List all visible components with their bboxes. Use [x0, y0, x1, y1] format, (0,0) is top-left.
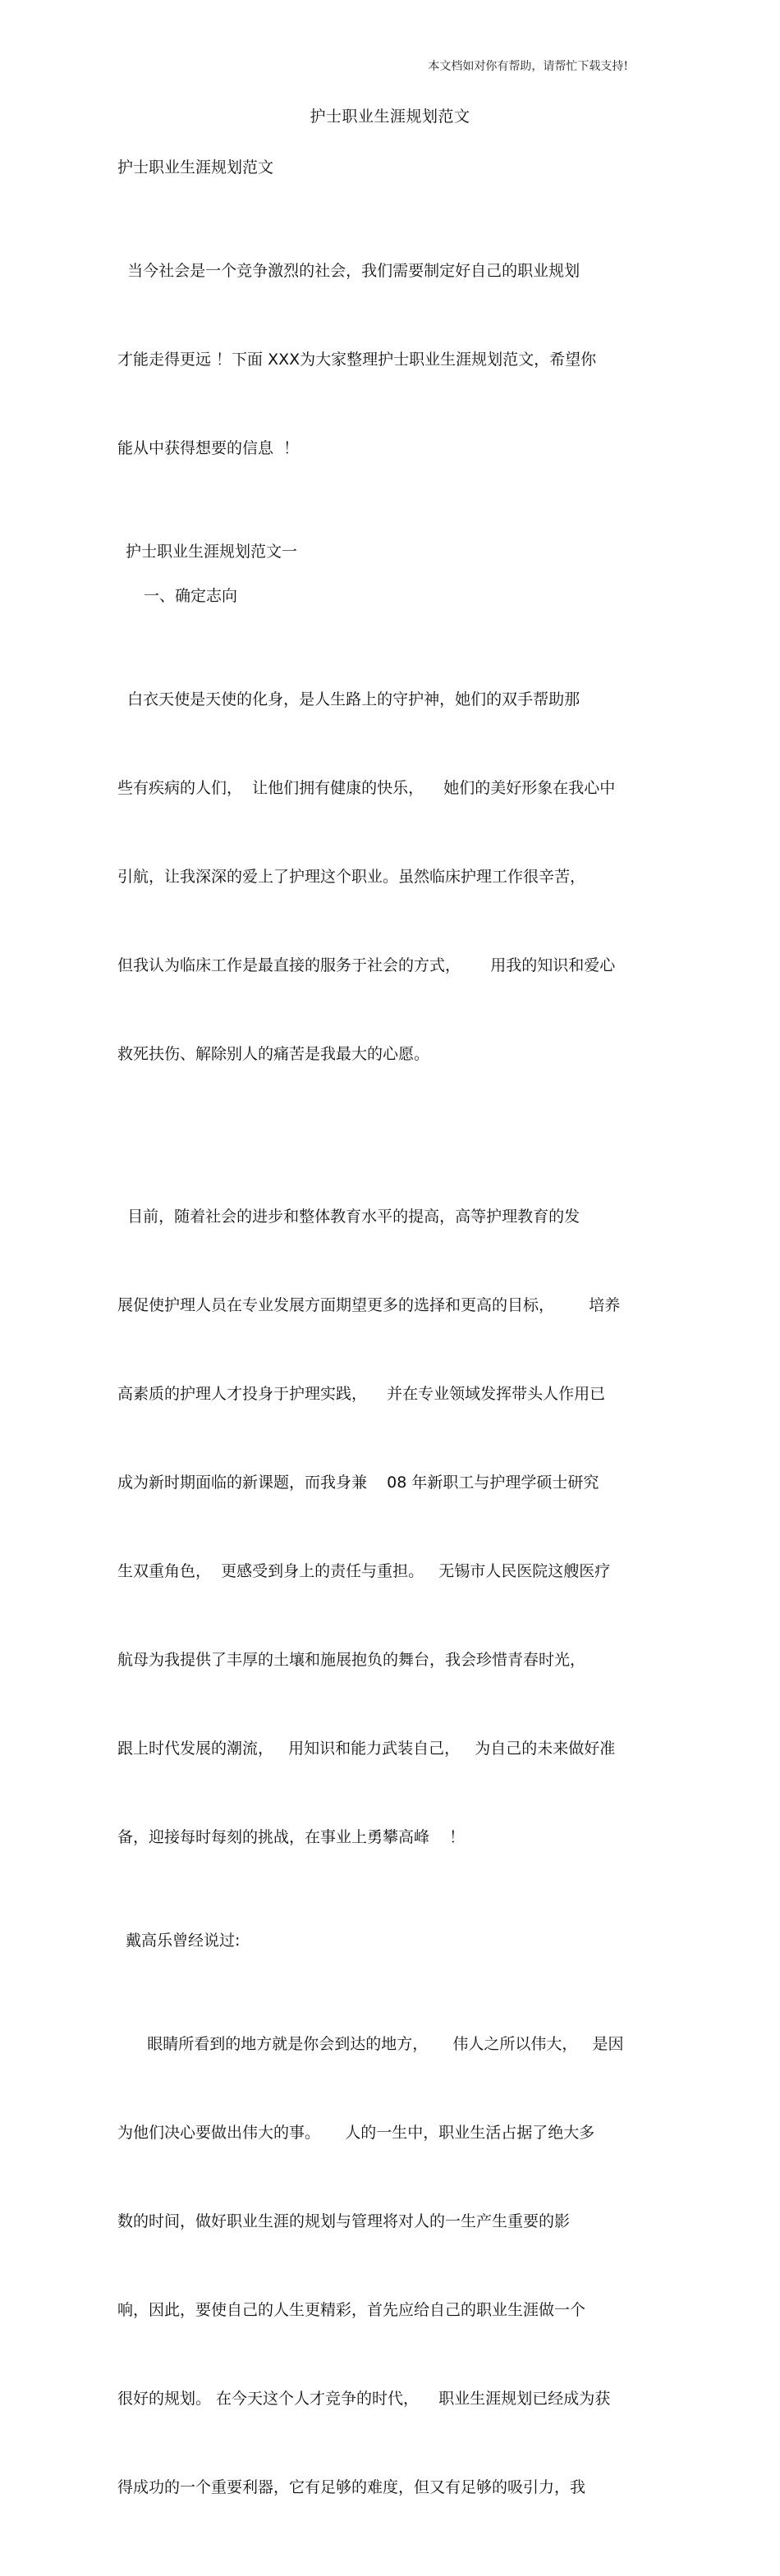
paragraph-line: 救死扶伤、解除别人的痛苦是我最大的心愿。 [117, 1045, 430, 1063]
paragraph-line: 响，因此，要使自己的人生更精彩，首先应给自己的职业生涯做一个 [117, 2301, 586, 2319]
section-heading: 护士职业生涯规划范文一 [126, 543, 298, 561]
paragraph-line: 跟上时代发展的潮流， 用知识和能力武装自己， 为自己的未来做好准 [117, 1739, 616, 1758]
paragraph-line: 为他们决心要做出伟大的事。 人的一生中，职业生活占据了绝大多 [117, 2124, 595, 2142]
document-body [117, 153, 668, 2576]
paragraph-line: 引航，让我深深的爱上了护理这个职业。虽然临床护理工作很辛苦， [117, 868, 586, 886]
paragraph-line: 得成功的一个重要利器，它有足够的难度，但又有足够的吸引力，我 [117, 2478, 586, 2496]
paragraph-line: 成为新时期面临的新课题，而我身兼 08 年新职工与护理学硕士研究 [117, 1474, 599, 1492]
paragraph-line: 生双重角色， 更感受到身上的责任与重担。 无锡市人民医院这艘医疗 [117, 1562, 611, 1580]
paragraph-line: 展促使护理人员在专业发展方面期望更多的选择和更高的目标， 培养 [117, 1296, 621, 1314]
paragraph-line: 才能走得更远 ！下面 XXX为大家整理护士职业生涯规划范文，希望你 [117, 351, 597, 369]
paragraph-line: 备，迎接每时每刻的挑战，在事业上勇攀高峰 ！ [117, 1828, 466, 1846]
subsection-heading: 一、确定志向 [144, 587, 238, 605]
paragraph-line: 当今社会是一个竞争激烈的社会，我们需要制定好自己的职业规划 [117, 262, 580, 280]
header-note: 本文档如对你有帮助，请帮忙下载支持! [428, 60, 628, 73]
paragraph-line: 很好的规划。 在今天这个人才竞争的时代， 职业生涯规划已经成为获 [117, 2390, 611, 2408]
paragraph-line: 白衣天使是天使的化身，是人生路上的守护神，她们的双手帮助那 [117, 690, 580, 708]
intro-paragraph [117, 197, 668, 522]
paragraph-line: 目前，随着社会的进步和整体教育水平的提高，高等护理教育的发 [117, 1208, 580, 1226]
paragraph-line: 能从中获得想要的信息 ！ [117, 439, 300, 457]
paragraph-line: 航母为我提供了丰厚的土壤和施展抱负的舞台，我会珍惜青春时光， [117, 1651, 586, 1669]
paragraph-line: 眼睛所看到的地方就是你会到达的地方， 伟人之所以伟大， 是因 [117, 2035, 624, 2053]
body-paragraph-3 [117, 1970, 668, 2561]
document-title: 护士职业生涯规划范文 [310, 108, 470, 126]
quote-intro: 戴高乐曾经说过: [126, 1932, 241, 1950]
body-paragraph-1 [117, 626, 668, 1128]
document-subtitle: 护士职业生涯规划范文 [117, 158, 274, 176]
body-paragraph-2 [117, 1143, 668, 1911]
paragraph-line: 些有疾病的人们， 让他们拥有健康的快乐， 她们的美好形象在我心中 [117, 779, 616, 797]
paragraph-line: 数的时间，做好职业生涯的规划与管理将对人的一生产生重要的影 [117, 2212, 571, 2230]
paragraph-line: 但我认为临床工作是最直接的服务于社会的方式， 用我的知识和爱心 [117, 956, 616, 974]
paragraph-line: 高素质的护理人才投身于护理实践， 并在专业领域发挥带头人作用已 [117, 1385, 606, 1403]
